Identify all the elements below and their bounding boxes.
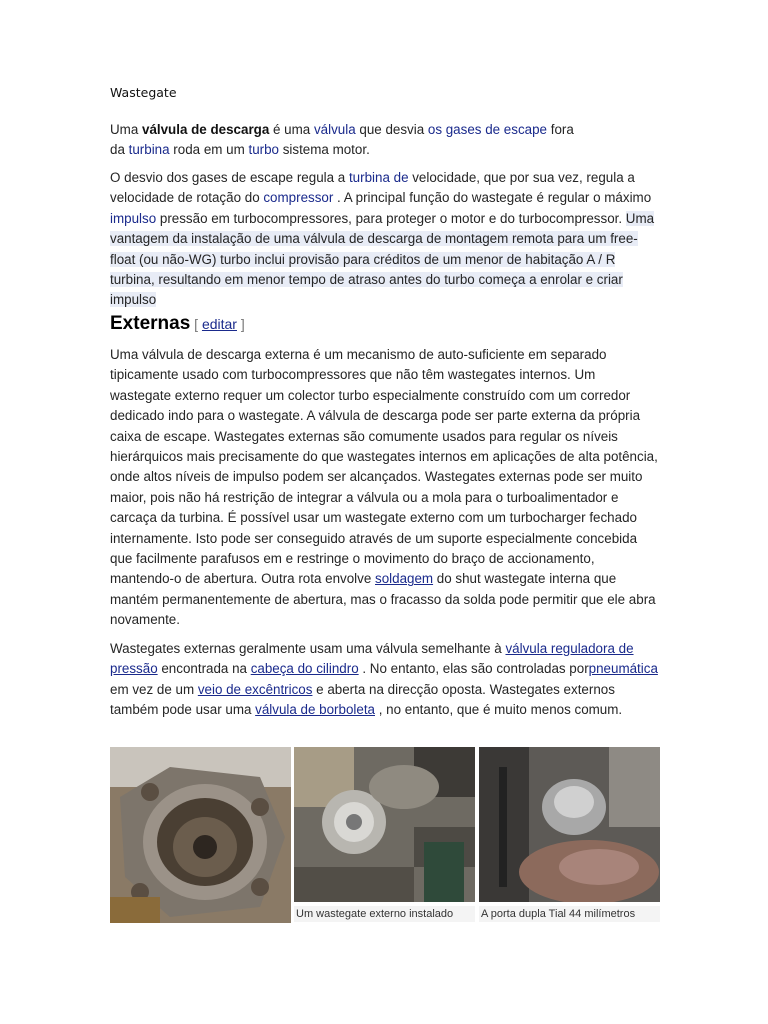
text: que desvia [355,122,428,137]
link-valvula[interactable]: válvula [313,122,356,137]
link-pneumatica[interactable]: pneumática [588,661,658,677]
intro-paragraph [110,120,660,161]
text: . A principal função do wastegate é regular o máximo [333,190,652,206]
text: sistema motor. [279,142,370,158]
highlighted-text: Uma vantagem da instalação de uma válvula de descarga de montagem remota para um free-float (ou não-WG) turbo inclui provisão para créditos de um menor de habitação A / R turbina, resultando em menor tempo de atraso antes do turbo começa a enrolar e criar impulso [110,210,655,308]
edit-section [190,316,244,332]
tial-wastegate-photo[interactable] [479,747,660,902]
text: pressão em turbocompressores, para proteger o motor e do turbocompressor. [156,210,626,226]
text: O desvio dos gases de escape regula a [110,170,349,185]
link-turbina-de[interactable]: turbina de [348,170,409,185]
link-gases-de-escape[interactable]: os gases de escape [427,122,547,137]
caption-tial-wastegate: A porta dupla Tial 44 milímetros [479,906,660,922]
heading-text: Externas [110,313,191,334]
text: Wastegates externas geralmente usam uma válvula semelhante à [110,641,506,656]
bold-term: válvula de descarga [142,122,270,137]
text: encontrada na [157,661,251,677]
caption-external-wastegate: Um wastegate externo instalado [294,906,475,922]
bracket: ] [236,316,245,332]
link-soldagem[interactable]: soldagem [375,571,434,587]
text: . No entanto, elas são controladas por [358,661,589,677]
text: do shut wastegate interna que mantém permanentemente de abertura, mas o fracasso da solda pode permitir que ele abra novamente. [110,571,656,628]
text: da [110,142,129,158]
text: Uma [110,122,142,137]
text: Uma válvula de descarga externa é um mecanismo de auto-suficiente em separado tipicamente usado com turbocompressores que não têm wastegates internos. Um wastegate externo requer um colector turbo especialmente construído com um corredor dedicado indo para o wastegate. A válvula de descarga pode ser parte externa da própria caixa de escape. Wastegates externas são comumente usados para regular os níveis hierárquicos mais precisamente do que wastegates internos em aplicações de alta potência, onde altos níveis de impulso podem ser alcançados. Wastegates externas pode ser muito maior, pois não há restrição de integrar a válvula ou a mola para o turboalimentador e carcaça da turbina. É possível usar um wastegate externo com um turbocharger fechado internamente. Isto pode ser conseguido através de um suporte especialmente concebida que facilmente parafusos em e restringe o movimento do braço de accionamento, mantendo-o de abertura. Outra rota envolve [110,347,658,587]
text: roda em um [169,142,249,158]
text: em vez de um [110,681,198,697]
link-impulso[interactable]: impulso [110,210,157,226]
text: , no entanto, que é muito menos comum. [375,702,623,718]
link-compressor[interactable]: compressor [263,190,334,206]
link-cabeca-do-cilindro[interactable]: cabeça do cilindro [250,661,359,677]
text: e aberta na direcção oposta. Wastegates externos também pode usar uma [110,681,615,718]
image-gallery [110,747,660,923]
page-title: Wastegate [110,85,177,100]
text: é uma [269,122,314,137]
link-valvula-reguladora[interactable]: válvula reguladora de pressão [110,641,634,677]
link-veio-de-excentricos[interactable]: veio de excêntricos [197,681,313,697]
link-turbina[interactable]: turbina [128,142,170,158]
external-paragraph [110,345,660,631]
turbo-housing-photo[interactable] [110,747,291,923]
valve-paragraph [110,639,660,721]
bracket: [ [190,316,202,332]
text: fora [547,122,574,137]
section-heading-externas [110,313,245,335]
text: velocidade, que por sua vez, regula a velocidade de rotação do [110,170,635,206]
function-paragraph [110,168,660,311]
external-wastegate-photo[interactable] [294,747,475,902]
link-valvula-de-borboleta[interactable]: válvula de borboleta [255,702,375,718]
link-turbo[interactable]: turbo [248,142,279,158]
edit-link[interactable]: editar [201,316,237,332]
